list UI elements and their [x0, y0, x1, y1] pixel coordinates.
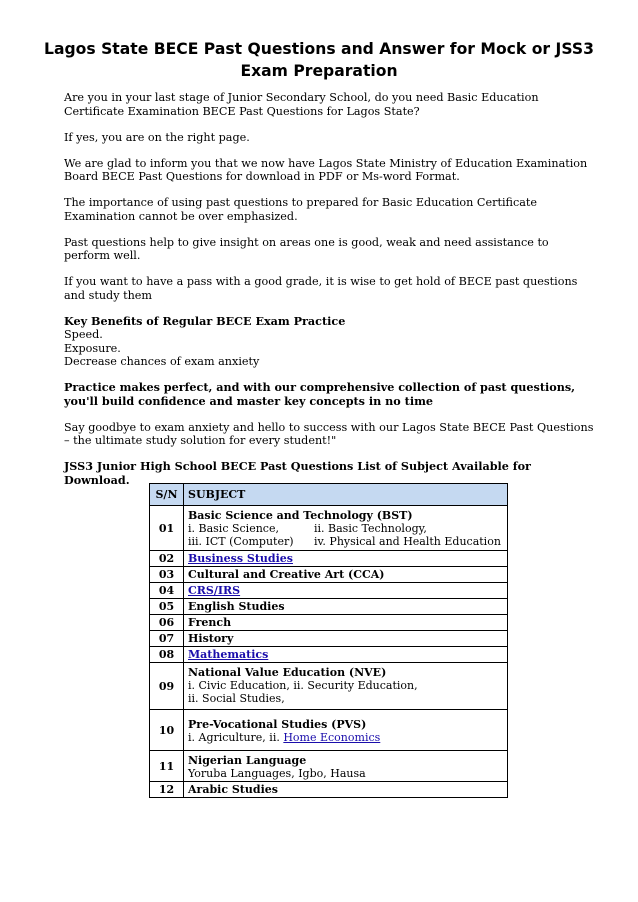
subject-line: Yoruba Languages, Igbo, Hausa	[188, 767, 366, 780]
table-row	[150, 710, 508, 751]
intro-paragraph-2: If yes, you are on the right page.	[64, 130, 250, 144]
page-title: Lagos State BECE Past Questions and Answer for Mock or JSS3 Exam Preparation	[44, 40, 594, 80]
subject-name: History	[184, 631, 508, 647]
row-sn: 07	[150, 631, 184, 647]
subject-line: iii. ICT (Computer)	[188, 535, 294, 548]
row-subject-cell	[184, 751, 508, 782]
subject-name: National Value Education (NVE)	[188, 666, 387, 679]
row-sn: 03	[150, 567, 184, 583]
mathematics-link[interactable]: Mathematics	[188, 648, 269, 661]
table-row	[150, 663, 508, 710]
intro-paragraph-4: The importance of using past questions to prepared for Basic Education Certificate Examination cannot be over emphasized.	[64, 196, 538, 223]
subject-line: ii. Basic Technology,	[314, 522, 427, 535]
row-sn: 05	[150, 599, 184, 615]
subject-name: French	[184, 615, 508, 631]
subject-name: English Studies	[184, 599, 508, 615]
subject-name: Pre-Vocational Studies (PVS)	[188, 718, 367, 731]
row-subject-cell	[184, 663, 508, 710]
business-studies-link[interactable]: Business Studies	[188, 552, 293, 565]
subject-line: i. Civic Education, ii. Security Education,	[188, 679, 418, 692]
row-sn: 01	[150, 506, 184, 551]
table-row	[150, 631, 508, 647]
benefits-section	[64, 315, 594, 369]
row-sn: 02	[150, 551, 184, 567]
row-subject-cell	[184, 583, 508, 599]
table-row	[150, 647, 508, 663]
goodbye-paragraph: Say goodbye to exam anxiety and hello to success with our Lagos State BECE Past Questions – the ultimate study solution for every student!"	[64, 420, 594, 447]
benefits-heading: Key Benefits of Regular BECE Exam Practice	[64, 313, 346, 328]
home-economics-link[interactable]: Home Economics	[283, 731, 381, 744]
table-row	[150, 506, 508, 551]
subject-name: Arabic Studies	[184, 782, 508, 798]
row-subject-cell	[184, 647, 508, 663]
subject-name: Cultural and Creative Art (CCA)	[184, 567, 508, 583]
row-sn: 10	[150, 710, 184, 751]
benefit-item: Decrease chances of exam anxiety	[64, 355, 260, 368]
row-sn: 09	[150, 663, 184, 710]
subject-line: i. Basic Science,	[188, 522, 279, 535]
subject-line: ii. Social Studies,	[188, 692, 285, 705]
row-sn: 04	[150, 583, 184, 599]
subject-line: iv. Physical and Health Education	[314, 535, 501, 548]
intro-paragraph-5: Past questions help to give insight on areas one is good, weak and need assistance to perform well.	[64, 235, 549, 262]
row-sn: 08	[150, 647, 184, 663]
subject-line: i. Agriculture, ii.	[188, 731, 284, 744]
header-subject: SUBJECT	[184, 484, 508, 506]
header-sn: S/N	[150, 484, 184, 506]
table-row	[150, 751, 508, 782]
intro-paragraph-3: We are glad to inform you that we now have Lagos State Ministry of Education Examination Board BECE Past Questions for download in PDF or Ms-word Format.	[64, 156, 588, 183]
table-row	[150, 551, 508, 567]
benefit-item: Exposure.	[64, 341, 121, 355]
subject-name: Nigerian Language	[188, 754, 307, 767]
list-heading: JSS3 Junior High School BECE Past Questions List of Subject Available for Download.	[64, 459, 531, 487]
row-subject-cell	[184, 551, 508, 567]
table-row	[150, 599, 508, 615]
table-row	[150, 782, 508, 798]
subjects-table	[149, 483, 508, 798]
row-subject-cell	[184, 710, 508, 751]
row-subject-cell	[184, 506, 508, 551]
row-sn: 06	[150, 615, 184, 631]
practice-note: Practice makes perfect, and with our comprehensive collection of past questions, you'll build confidence and master key concepts in no time	[64, 380, 576, 408]
benefit-item: Speed.	[64, 328, 103, 341]
document-body	[64, 91, 594, 500]
intro-paragraph-1: Are you in your last stage of Junior Secondary School, do you need Basic Education Certificate Examination BECE Past Questions for Lagos State?	[64, 91, 539, 118]
table-row	[150, 615, 508, 631]
table-header-row	[150, 484, 508, 506]
intro-paragraph-6: If you want to have a pass with a good grade, it is wise to get hold of BECE past questions and study them	[64, 275, 578, 302]
subject-name: Basic Science and Technology (BST)	[188, 509, 413, 522]
table-row	[150, 583, 508, 599]
table-row	[150, 567, 508, 583]
crs-irs-link[interactable]: CRS/IRS	[188, 584, 241, 597]
row-sn: 11	[150, 751, 184, 782]
row-sn: 12	[150, 782, 184, 798]
